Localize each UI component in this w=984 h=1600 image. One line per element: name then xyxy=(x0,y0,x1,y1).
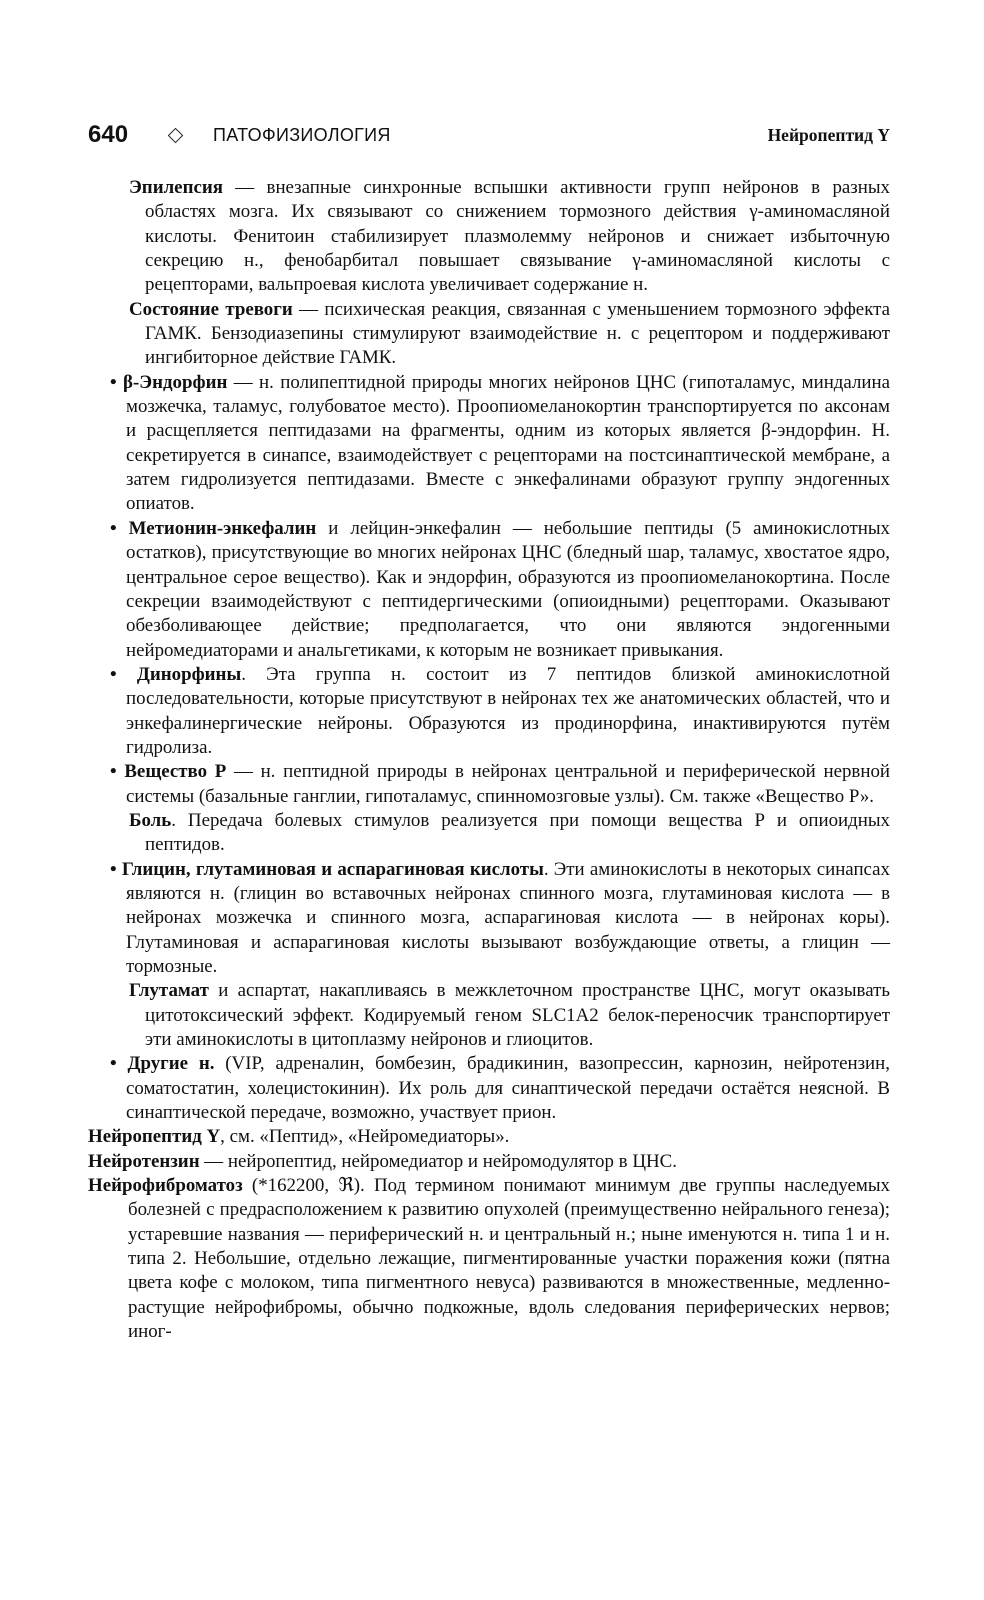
bullet: • xyxy=(110,663,117,685)
bullet: • xyxy=(110,761,117,783)
subentry-anxiety xyxy=(88,298,890,371)
term: β-Эндорфин xyxy=(123,371,228,393)
entry-neurofibromatosis xyxy=(88,1174,890,1344)
term: Другие н. xyxy=(127,1053,215,1075)
list-item-enkephalins xyxy=(88,517,890,663)
term: Глутамат xyxy=(129,980,209,1002)
definition: , см. «Пептид», «Нейромедиаторы». xyxy=(220,1126,510,1148)
section-title: ПАТОФИЗИОЛОГИЯ xyxy=(213,124,391,145)
term: Глицин, глутаминовая и аспарагиновая кислоты xyxy=(121,858,544,880)
definition: и аспартат, накапливаясь в межклеточном пространстве ЦНС, могут оказывать цитотоксический эффект. Кодируемый геном SLC1A2 белок-переносчик транспортирует эти аминокислоты в цитоплазму нейронов и глиоцитов. xyxy=(145,980,890,1051)
term: Метионин-энкефалин xyxy=(128,517,317,539)
definition: — психическая реакция, связанная с уменьшением тормозного эффекта ГАМК. Бензодиазепины стимулируют взаимодействие н. с рецептором и поддерживают ингибиторное действие ГАМК. xyxy=(145,298,890,369)
list-item-amino-acids xyxy=(88,858,890,980)
subentry-pain xyxy=(88,809,890,858)
definition: . Эта группа н. состоит из 7 пептидов близкой аминокислотной последовательности, которые присутствуют в нейронах тех же анатомических областей, что и энкефалинергические нейроны. Образуются из продинорфина, инактивируются путём гидролиза. xyxy=(126,663,890,758)
list-item-substance-p xyxy=(88,760,890,809)
page-content xyxy=(88,176,890,1345)
definition: (VIP, адреналин, бомбезин, брадикинин, вазопрессин, карнозин, нейротензин, соматостатин, холецистокинин). Их роль для синаптической передачи остаётся неясной. В синаптической передаче, возможно, участвует прион. xyxy=(126,1053,890,1124)
bullet: • xyxy=(110,517,117,539)
term: Нейропептид Y xyxy=(88,1126,221,1148)
definition: и лейцин-энкефалин — небольшие пептиды (5 аминокислотных остатков), присутствующие во многих нейронах ЦНС (бледный шар, таламус, хвостатое ядро, центральное серое вещество). Как и эндорфин, образуются из проопиомеланокортина. После секреции взаимодействуют с пептидергическими (опиоидными) рецепторами. Оказывают обезболивающее действие; предполагается, что они являются эндогенными нейромедиаторами и анальгетиками, к которым не возникает привыкания. xyxy=(126,517,890,661)
definition: (*162200, ℜ). Под термином понимают минимум две группы наследуемых болезней с предрасположением к развитию опухолей (преимущественно нейрального генеза); устаревшие названия — периферический н. и центральный н.; ныне именуются н. типа 1 и н. типа 2. Небольшие, отдельно лежащие, пигментированные участки поражения кожи (пятна цвета кофе с молоком, типа пигментного невуса) развиваются в множественные, медленно-растущие нейрофибромы, обычно подкожные, вдоль следования периферических нервов; иног- xyxy=(128,1175,890,1343)
term: Нейротензин xyxy=(88,1150,200,1172)
definition: — н. полипептидной природы многих нейронов ЦНС (гипоталамус, миндалина мозжечка, таламус, голубоватое место). Проопиомеланокортин транспортируется по аксонам и расщепляется пептидазами на фрагменты, одним из которых является β-эндорфин. Н. секретируется в синапсе, взаимодействует с рецепторами на постсинаптической мембране, а затем гидролизуется пептидазами. Вместе с энкефалинами образуют группу эндогенных опиатов. xyxy=(126,371,890,515)
running-head: Нейропептид Y xyxy=(767,124,890,145)
term: Нейрофиброматоз xyxy=(88,1175,243,1197)
definition: — н. пептидной природы в нейронах центральной и периферической нервной системы (базальные ганглии, гипоталамус, спинномозговые узлы). См. также «Вещество Р». xyxy=(126,761,890,807)
page-header xyxy=(88,118,890,152)
diamond-icon xyxy=(168,127,184,143)
term: Динорфины xyxy=(136,663,242,685)
bullet: • xyxy=(110,1053,117,1075)
page-number: 640 xyxy=(88,121,129,148)
term: Состояние тревоги xyxy=(129,298,293,320)
entry-neurotensin xyxy=(88,1150,890,1174)
bullet: • xyxy=(110,858,117,880)
bullet: • xyxy=(110,371,117,393)
entry-neuropeptide-y xyxy=(88,1125,890,1149)
term: Вещество Р xyxy=(124,761,227,783)
term: Эпилепсия xyxy=(129,177,223,198)
list-item-beta-endorphin xyxy=(88,371,890,517)
definition: . Эти аминокислоты в некоторых синапсах являются н. (глицин во вставочных нейронах спинного мозга, глутаминовая кислота — в нейронах мозжечка и спинного мозга, аспарагиновая кислота — в нейронах коры). Глутаминовая и аспарагиновая кислоты вызывают возбуждающие ответы, а глицин — тормозные. xyxy=(126,858,891,977)
definition: — внезапные синхронные вспышки активности групп нейронов в разных областях мозга. Их связывают со снижением тормозного действия γ-аминомасляной кислоты. Фенитоин стабилизирует плазмолемму нейронов и снижает избыточную секрецию н., фенобарбитал повышает связывание γ-аминомасляной кислоты с рецепторами, вальпроевая кислота увеличивает содержание н. xyxy=(145,177,890,296)
definition: . Передача болевых стимулов реализуется при помощи вещества Р и опиоидных пептидов. xyxy=(145,809,890,856)
term: Боль xyxy=(129,809,172,831)
list-item-dynorphins xyxy=(88,663,890,760)
subentry-epilepsy xyxy=(88,176,890,298)
definition: — нейропептид, нейромедиатор и нейромодулятор в ЦНС. xyxy=(199,1150,677,1172)
subentry-glutamate xyxy=(88,979,890,1052)
header-left xyxy=(88,121,391,149)
list-item-other xyxy=(88,1052,890,1125)
